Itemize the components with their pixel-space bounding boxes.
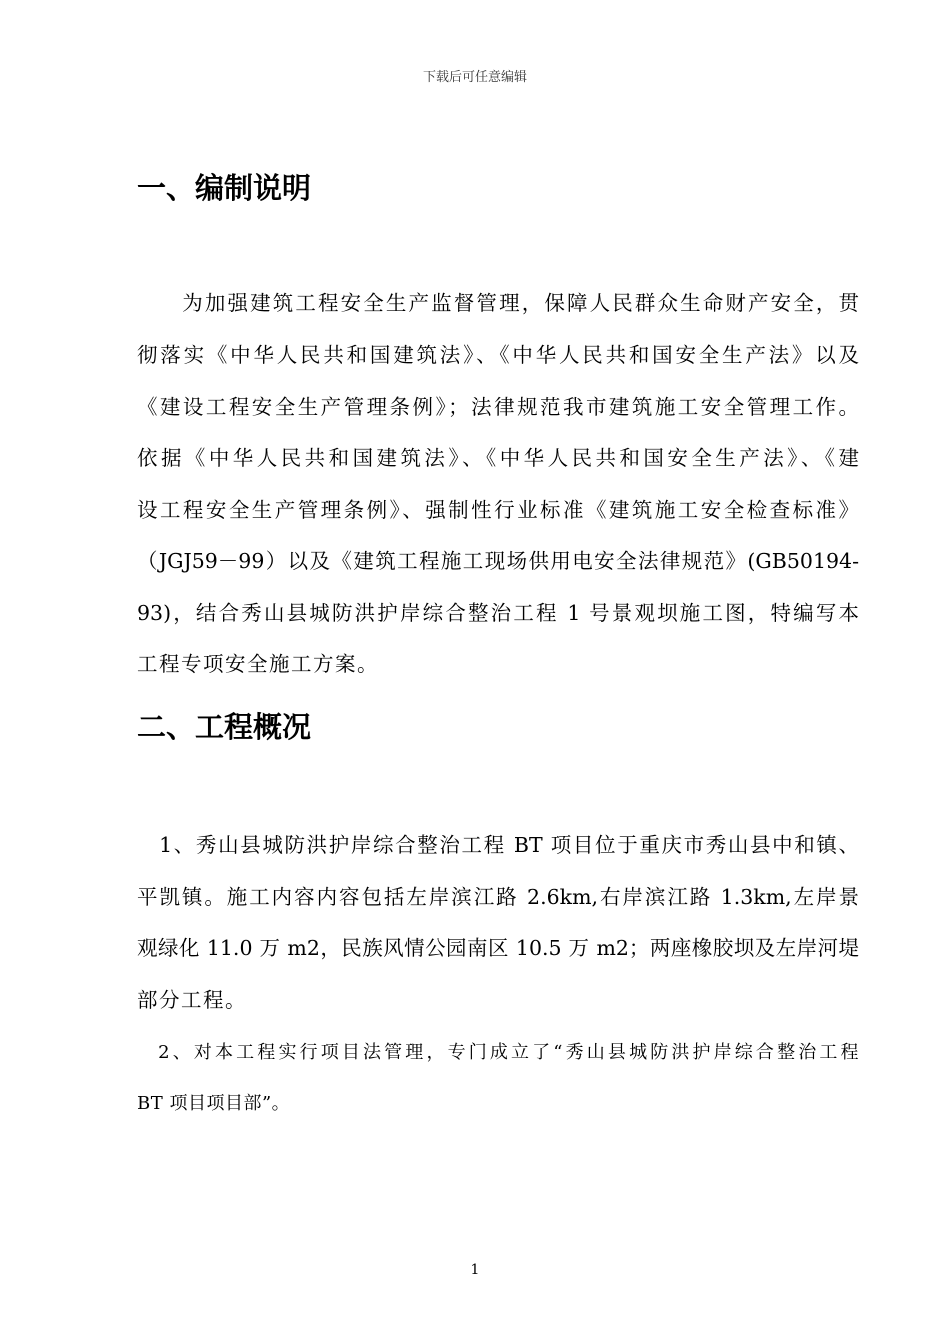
- section-2-line: BT 项目项目部”。: [137, 1093, 291, 1114]
- section-1-line: 为加强建筑工程安全生产监督管理，保障人民群众生命财产安全，贯: [137, 291, 859, 315]
- section-1-heading: 一、编制说明: [137, 171, 312, 205]
- section-2-line: 部分工程。: [137, 988, 247, 1012]
- section-1-line: （JGJ59－99）以及《建筑工程施工现场供用电安全法律规范》(GB50194-: [137, 549, 859, 573]
- section-1-line: 彻落实《中华人民共和国建筑法》、《中华人民共和国安全生产法》以及: [137, 343, 859, 367]
- section-1-line: 依据《中华人民共和国建筑法》、《中华人民共和国安全生产法》、《建: [137, 446, 859, 470]
- section-2-line: 平凯镇。施工内容内容包括左岸滨江路 2.6km,右岸滨江路 1.3km,左岸景: [137, 885, 859, 909]
- header-note: 下载后可任意编辑: [422, 70, 527, 85]
- section-1-line: 《建设工程安全生产管理条例》；法律规范我市建筑施工安全管理工作。: [137, 395, 859, 419]
- section-2-heading: 二、工程概况: [137, 710, 312, 744]
- section-1-line: 工程专项安全施工方案。: [137, 652, 379, 676]
- section-1-line: 设工程安全生产管理条例》、强制性行业标准《建筑施工安全检查标准》: [137, 498, 859, 522]
- page-number: 1: [470, 1262, 480, 1278]
- section-2-line: 1、秀山县城防洪护岸综合整治工程 BT 项目位于重庆市秀山县中和镇、: [137, 833, 859, 857]
- section-2-line: 观绿化 11.0 万 m2，民族风情公园南区 10.5 万 m2；两座橡胶坝及左岸河堤: [137, 936, 859, 960]
- section-1-line: 93)，结合秀山县城防洪护岸综合整治工程 1 号景观坝施工图，特编写本: [137, 601, 859, 625]
- section-2-line: 2、对本工程实行项目法管理，专门成立了“秀山县城防洪护岸综合整治工程: [137, 1042, 859, 1063]
